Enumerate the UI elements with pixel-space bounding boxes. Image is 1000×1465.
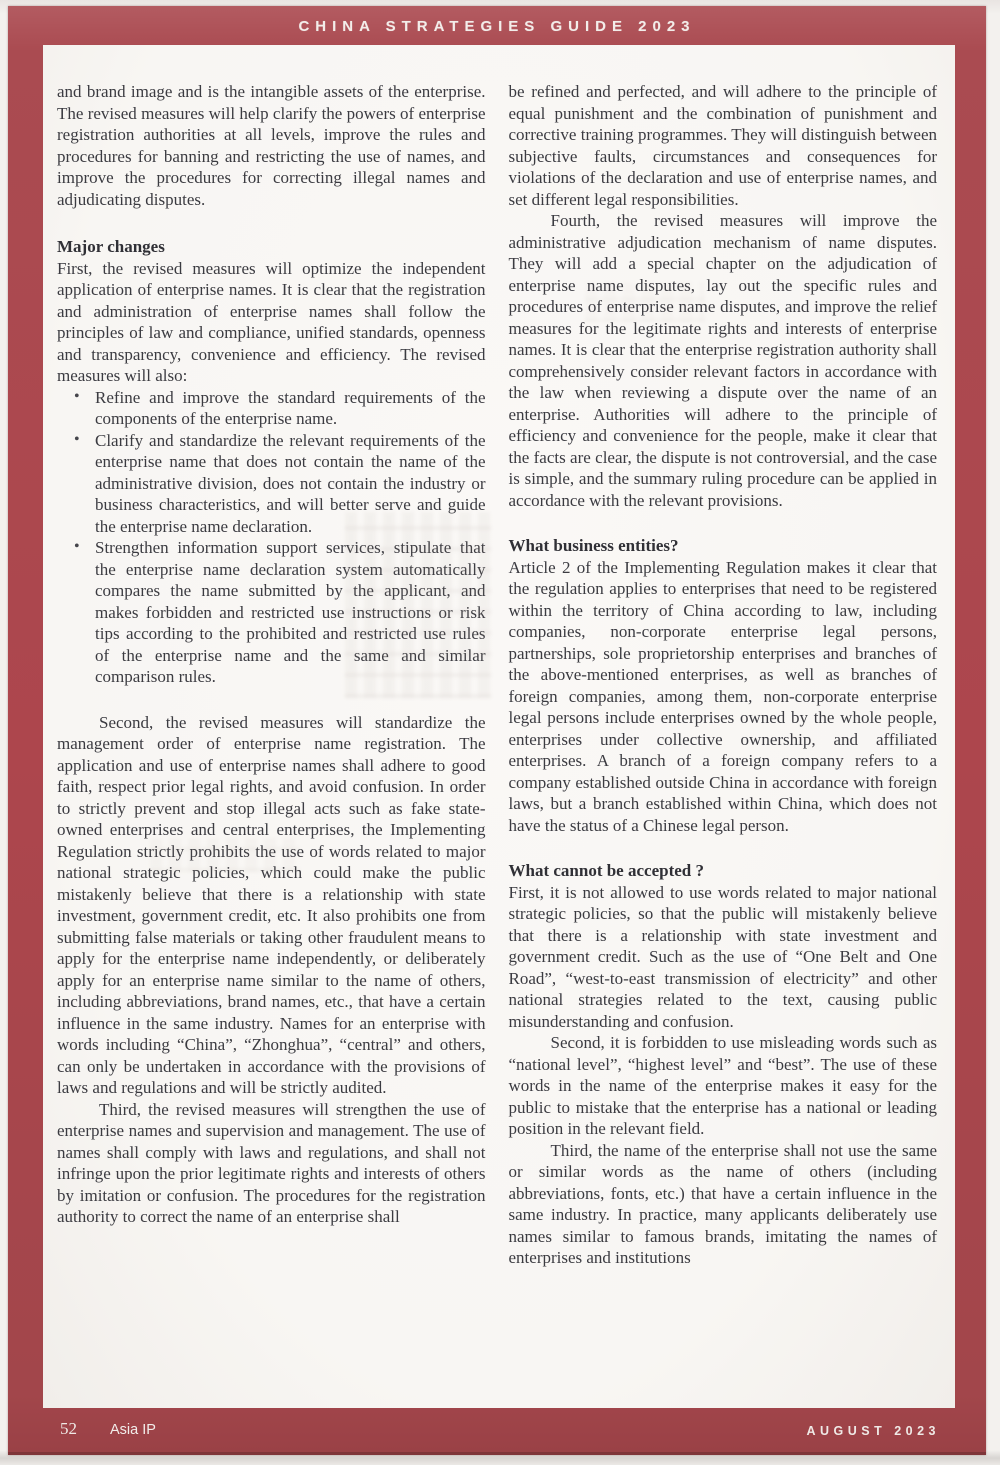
footer-publication-name: Asia IP (110, 1422, 156, 1438)
body-paragraph: First, the revised measures will optimize the independent application of enterprise names. It is clear that the registration and administration of enterprise names shall follow the principles of law and compliance, unified standards, openness and transparency, convenience and efficiency. The revised measures will also: (57, 258, 486, 385)
body-paragraph: First, it is not allowed to use words related to major national strategic policies, so that the public will mistakenly believe that there is a relationship with state investment and government credit. Such as the use of “One Belt and One Road”, “west-to-east transmission of electricity” and other national strategies related to the text, causing public misunderstanding and confusion. (508, 882, 937, 1031)
section-heading: What cannot be accepted ? (508, 861, 704, 880)
body-paragraph: Second, it is forbidden to use misleading words such as “national level”, “highest level” and “best”. The use of these words in the name of the enterprise makes it easy for the public to mistake that the enterprise has a national or leading position in the relevant field. (508, 1033, 937, 1138)
body-paragraph: Third, the name of the enterprise shall not use the same or similar words as the name of others (including abbreviations, fonts, etc.) that have a certain influence in the same industry. In practice, many applicants deliberately use names similar to famous brands, imitating the names of enterprises and institutions (508, 1140, 937, 1267)
page-title: CHINA STRATEGIES GUIDE 2023 (298, 18, 696, 35)
bullet-item: • Strengthen information support services, stipulate that the enterprise name declaration system automatically compares the name submitted by the applicant, and makes forbidden and restricted use instructions or risk tips according to the prohibited and restricted use rules of the enterprise name and the same and similar comparison rules. (95, 537, 486, 688)
article-column (57, 81, 486, 1408)
body-paragraph: Article 2 of the Implementing Regulation makes it clear that the regulation applies to enterprises that need to be registered within the territory of China according to law, including companies, non-corporate enterprise legal persons, partnerships, sole proprietorship enterprises and branches of the above-mentioned enterprises, as well as branches of foreign companies, among them, non-corporate enterprise legal persons include enterprises owned by the whole people, enterprises under collective ownership, and affiliated enterprises. A branch of a foreign company refers to a company established outside China in accordance with foreign laws, but a branch established within China, which does not have the status of a Chinese legal person. (508, 557, 937, 835)
body-paragraph: be refined and perfected, and will adhere to the principle of equal punishment and the combination of punishment and corrective training programmes. They will distinguish between subjective faults, circumstances and consequences for violations of the declaration and use of enterprise names, and set different legal responsibilities. (508, 82, 937, 209)
article-column (509, 81, 938, 1408)
bullet-list (57, 387, 486, 688)
article-body (43, 45, 955, 1408)
body-paragraph: and brand image and is the intangible assets of the enterprise. The revised measures will help clarify the powers of enterprise registration authorities at all levels, improve the rules and procedures for banning and restricting the use of names, and improve the procedures for correcting illegal names and adjudicating disputes. (57, 82, 486, 209)
footer-issue-date: AUGUST 2023 (806, 1424, 940, 1438)
bullet-item: • Refine and improve the standard requirements of the components of the enterprise name. (95, 387, 486, 430)
section-heading: What business entities? (508, 536, 679, 555)
body-paragraph: Third, the revised measures will strengthen the use of enterprise names and supervision and management. The use of names shall comply with laws and regulations, and shall not infringe upon the prior legitimate rights and interests of others by imitation or confusion. The procedures for the registration authority to correct the name of an enterprise shall (57, 1099, 486, 1226)
page-red-frame (8, 6, 986, 1455)
footer-page-number: 52 (60, 1419, 77, 1438)
header-band (8, 6, 986, 47)
body-paragraph: Fourth, the revised measures will improve the administrative adjudication mechanism of name disputes. They will add a special chapter on the adjudication of enterprise name disputes, lay out the specific rules and procedures of enterprise name disputes, and improve the relief measures for the legitimate rights and interests of enterprise names. It is clear that the enterprise registration authority shall comprehensively consider relevant factors in accordance with the law when reviewing a dispute over the name of an enterprise. Authorities will adhere to the principle of efficiency and convenience for the people, make it clear that the facts are clear, the dispute is not controversial, and the case is simple, and the summary ruling procedure can be applied in accordance with the relevant provisions. (508, 211, 937, 510)
body-paragraph: Second, the revised measures will standardize the management order of enterprise name registration. The application and use of enterprise names shall adhere to good faith, respect prior legal rights, and avoid confusion. In order to strictly prevent and stop illegal acts such as fake state-owned enterprises and central enterprises, the Implementing Regulation strictly prohibits the use of words related to major national strategic policies, which could make the public mistakenly believe that there is a relationship with state investment, government credit, etc. It also prohibits one from submitting false materials or taking other fraudulent means to apply for the enterprise name independently, or deliberately apply for an enterprise name similar to the name of others, including abbreviations, brand names, etc., that have a certain influence in the same industry. Names for an enterprise with words including “China”, “Zhonghua”, “central” and others, can only be undertaken in accordance with the provisions of laws and regulations and will be strictly audited. (57, 712, 486, 1097)
section-heading: Major changes (57, 237, 165, 256)
bullet-item: • Clarify and standardize the relevant requirements of the enterprise name that does not contain the name of the administrative division, does not contain the industry or business characteristics, and will better serve and guide the enterprise name declaration. (95, 430, 486, 538)
